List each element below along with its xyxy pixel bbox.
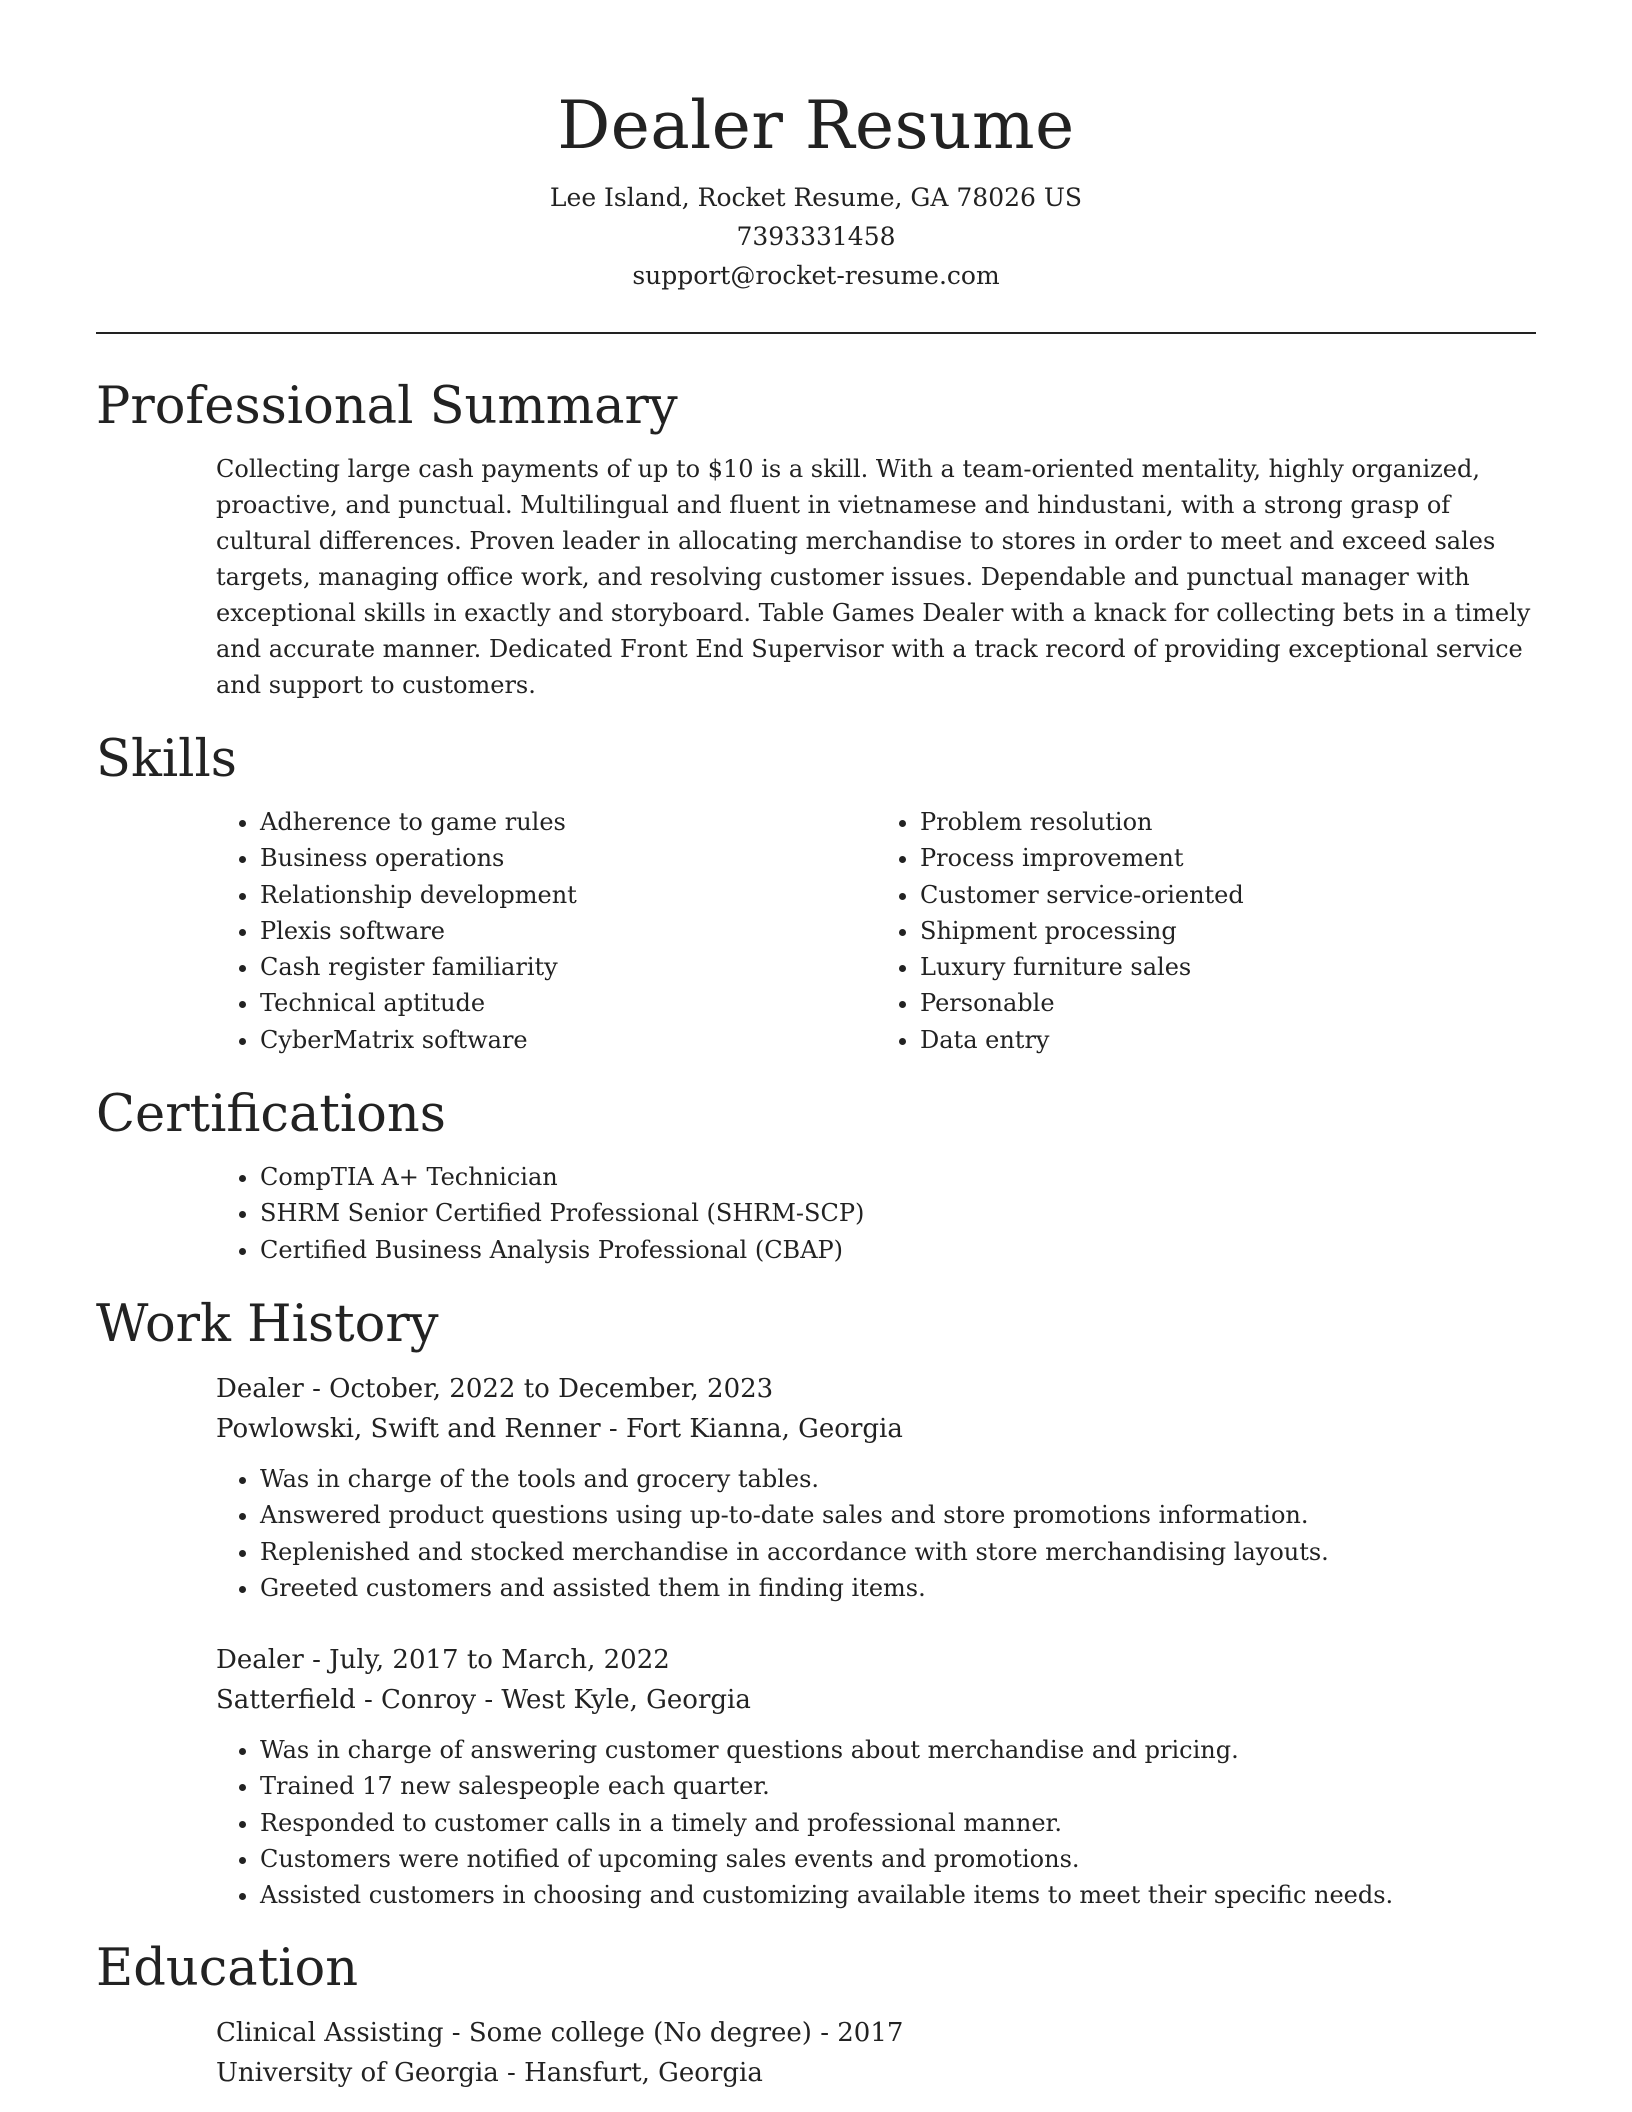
skill-item: • Problem resolution	[920, 804, 1536, 840]
certification-item: • SHRM Senior Certified Professional (SHRM-SCP)	[260, 1195, 1536, 1231]
job-company: Powlowski, Swift and Renner - Fort Kianna, Georgia	[216, 1413, 903, 1444]
section-title-certifications: Certifications	[96, 1085, 446, 1145]
resume-page	[96, 0, 1536, 2093]
job-bullet: • Was in charge of the tools and grocery tables.	[260, 1461, 1536, 1497]
contact-email: support@rocket-resume.com	[632, 261, 1000, 290]
job-bullet: • Customers were notified of upcoming sales events and promotions.	[260, 1841, 1536, 1877]
skill-item: • Luxury furniture sales	[920, 949, 1536, 985]
skill-item: • Customer service-oriented	[920, 877, 1536, 913]
skill-item: • Cash register familiarity	[260, 949, 876, 985]
certifications-section	[96, 1084, 1536, 1268]
contact-phone: 7393331458	[736, 222, 896, 251]
skill-item: • Shipment processing	[920, 913, 1536, 949]
skill-item: • Personable	[920, 985, 1536, 1021]
job-bullets	[216, 1732, 1536, 1913]
section-title-work-history: Work History	[96, 1294, 439, 1354]
job-heading: Dealer - July, 2017 to March, 2022	[216, 1645, 670, 1676]
section-title-skills: Skills	[96, 730, 237, 789]
education-school: University of Georgia - Hansfurt, Georgia	[216, 2057, 763, 2088]
education-entry	[216, 2013, 1536, 2093]
skills-section	[96, 729, 1536, 1058]
education-section	[96, 1938, 1536, 2093]
skill-item: • Business operations	[260, 840, 876, 876]
job-bullet: • Responded to customer calls in a timely and professional manner.	[260, 1805, 1536, 1841]
skills-list-right	[876, 804, 1536, 1058]
job-bullet: • Answered product questions using up-to-date sales and store promotions information.	[260, 1497, 1536, 1533]
skill-item: • Plexis software	[260, 913, 876, 949]
job-bullet: • Trained 17 new salespeople each quarter.	[260, 1768, 1536, 1804]
skill-item: • Data entry	[920, 1022, 1536, 1058]
work-history-section	[96, 1294, 1536, 1914]
skill-item: • Process improvement	[920, 840, 1536, 876]
resume-header	[96, 0, 1536, 295]
skill-item: • Adherence to game rules	[260, 804, 876, 840]
skill-item: • Technical aptitude	[260, 985, 876, 1021]
header-divider	[96, 332, 1536, 334]
certifications-list	[216, 1159, 1536, 1268]
job-entry	[216, 1369, 1536, 1606]
education-heading: Clinical Assisting - Some college (No degree) - 2017	[216, 2017, 904, 2048]
certification-item: • CompTIA A+ Technician	[260, 1159, 1536, 1195]
summary-text: Collecting large cash payments of up to $10 is a skill. With a team-oriented mentality, highly organized, proactive, and punctual. Multilingual and fluent in vietnamese and hindustani, with a strong grasp of cultural differences. Proven leader in allocating merchandise to stores in order to meet and exceed sales targets, managing office work, and resolving customer issues. Dependable and punctual manager with exceptional skills in exactly and storyboard. Table Games Dealer with a knack for collecting bets in a timely and accurate manner. Dedicated Front End Supervisor with a track record of providing exceptional service and support to customers.	[216, 455, 1531, 699]
summary-section	[96, 376, 1536, 703]
skills-grid	[96, 804, 1536, 1058]
job-bullet: • Assisted customers in choosing and customizing available items to meet their specific needs.	[260, 1877, 1536, 1913]
job-bullet: • Greeted customers and assisted them in finding items.	[260, 1570, 1536, 1606]
contact-info	[96, 178, 1536, 295]
section-title-summary: Professional Summary	[96, 377, 678, 436]
job-company: Satterfield - Conroy - West Kyle, Georgia	[216, 1685, 751, 1716]
section-title-education: Education	[96, 1938, 359, 1998]
skills-list-left	[216, 804, 876, 1058]
certification-item: • Certified Business Analysis Professional (CBAP)	[260, 1232, 1536, 1268]
skill-item: • Relationship development	[260, 877, 876, 913]
job-bullet: • Was in charge of answering customer questions about merchandise and pricing.	[260, 1732, 1536, 1768]
job-bullets	[216, 1461, 1536, 1606]
contact-address: Lee Island, Rocket Resume, GA 78026 US	[549, 183, 1083, 212]
skill-item: • CyberMatrix software	[260, 1022, 876, 1058]
job-bullet: • Replenished and stocked merchandise in accordance with store merchandising layouts.	[260, 1534, 1536, 1570]
resume-title: Dealer Resume	[557, 87, 1075, 164]
job-entry	[216, 1640, 1536, 1913]
job-heading: Dealer - October, 2022 to December, 2023	[216, 1373, 774, 1404]
